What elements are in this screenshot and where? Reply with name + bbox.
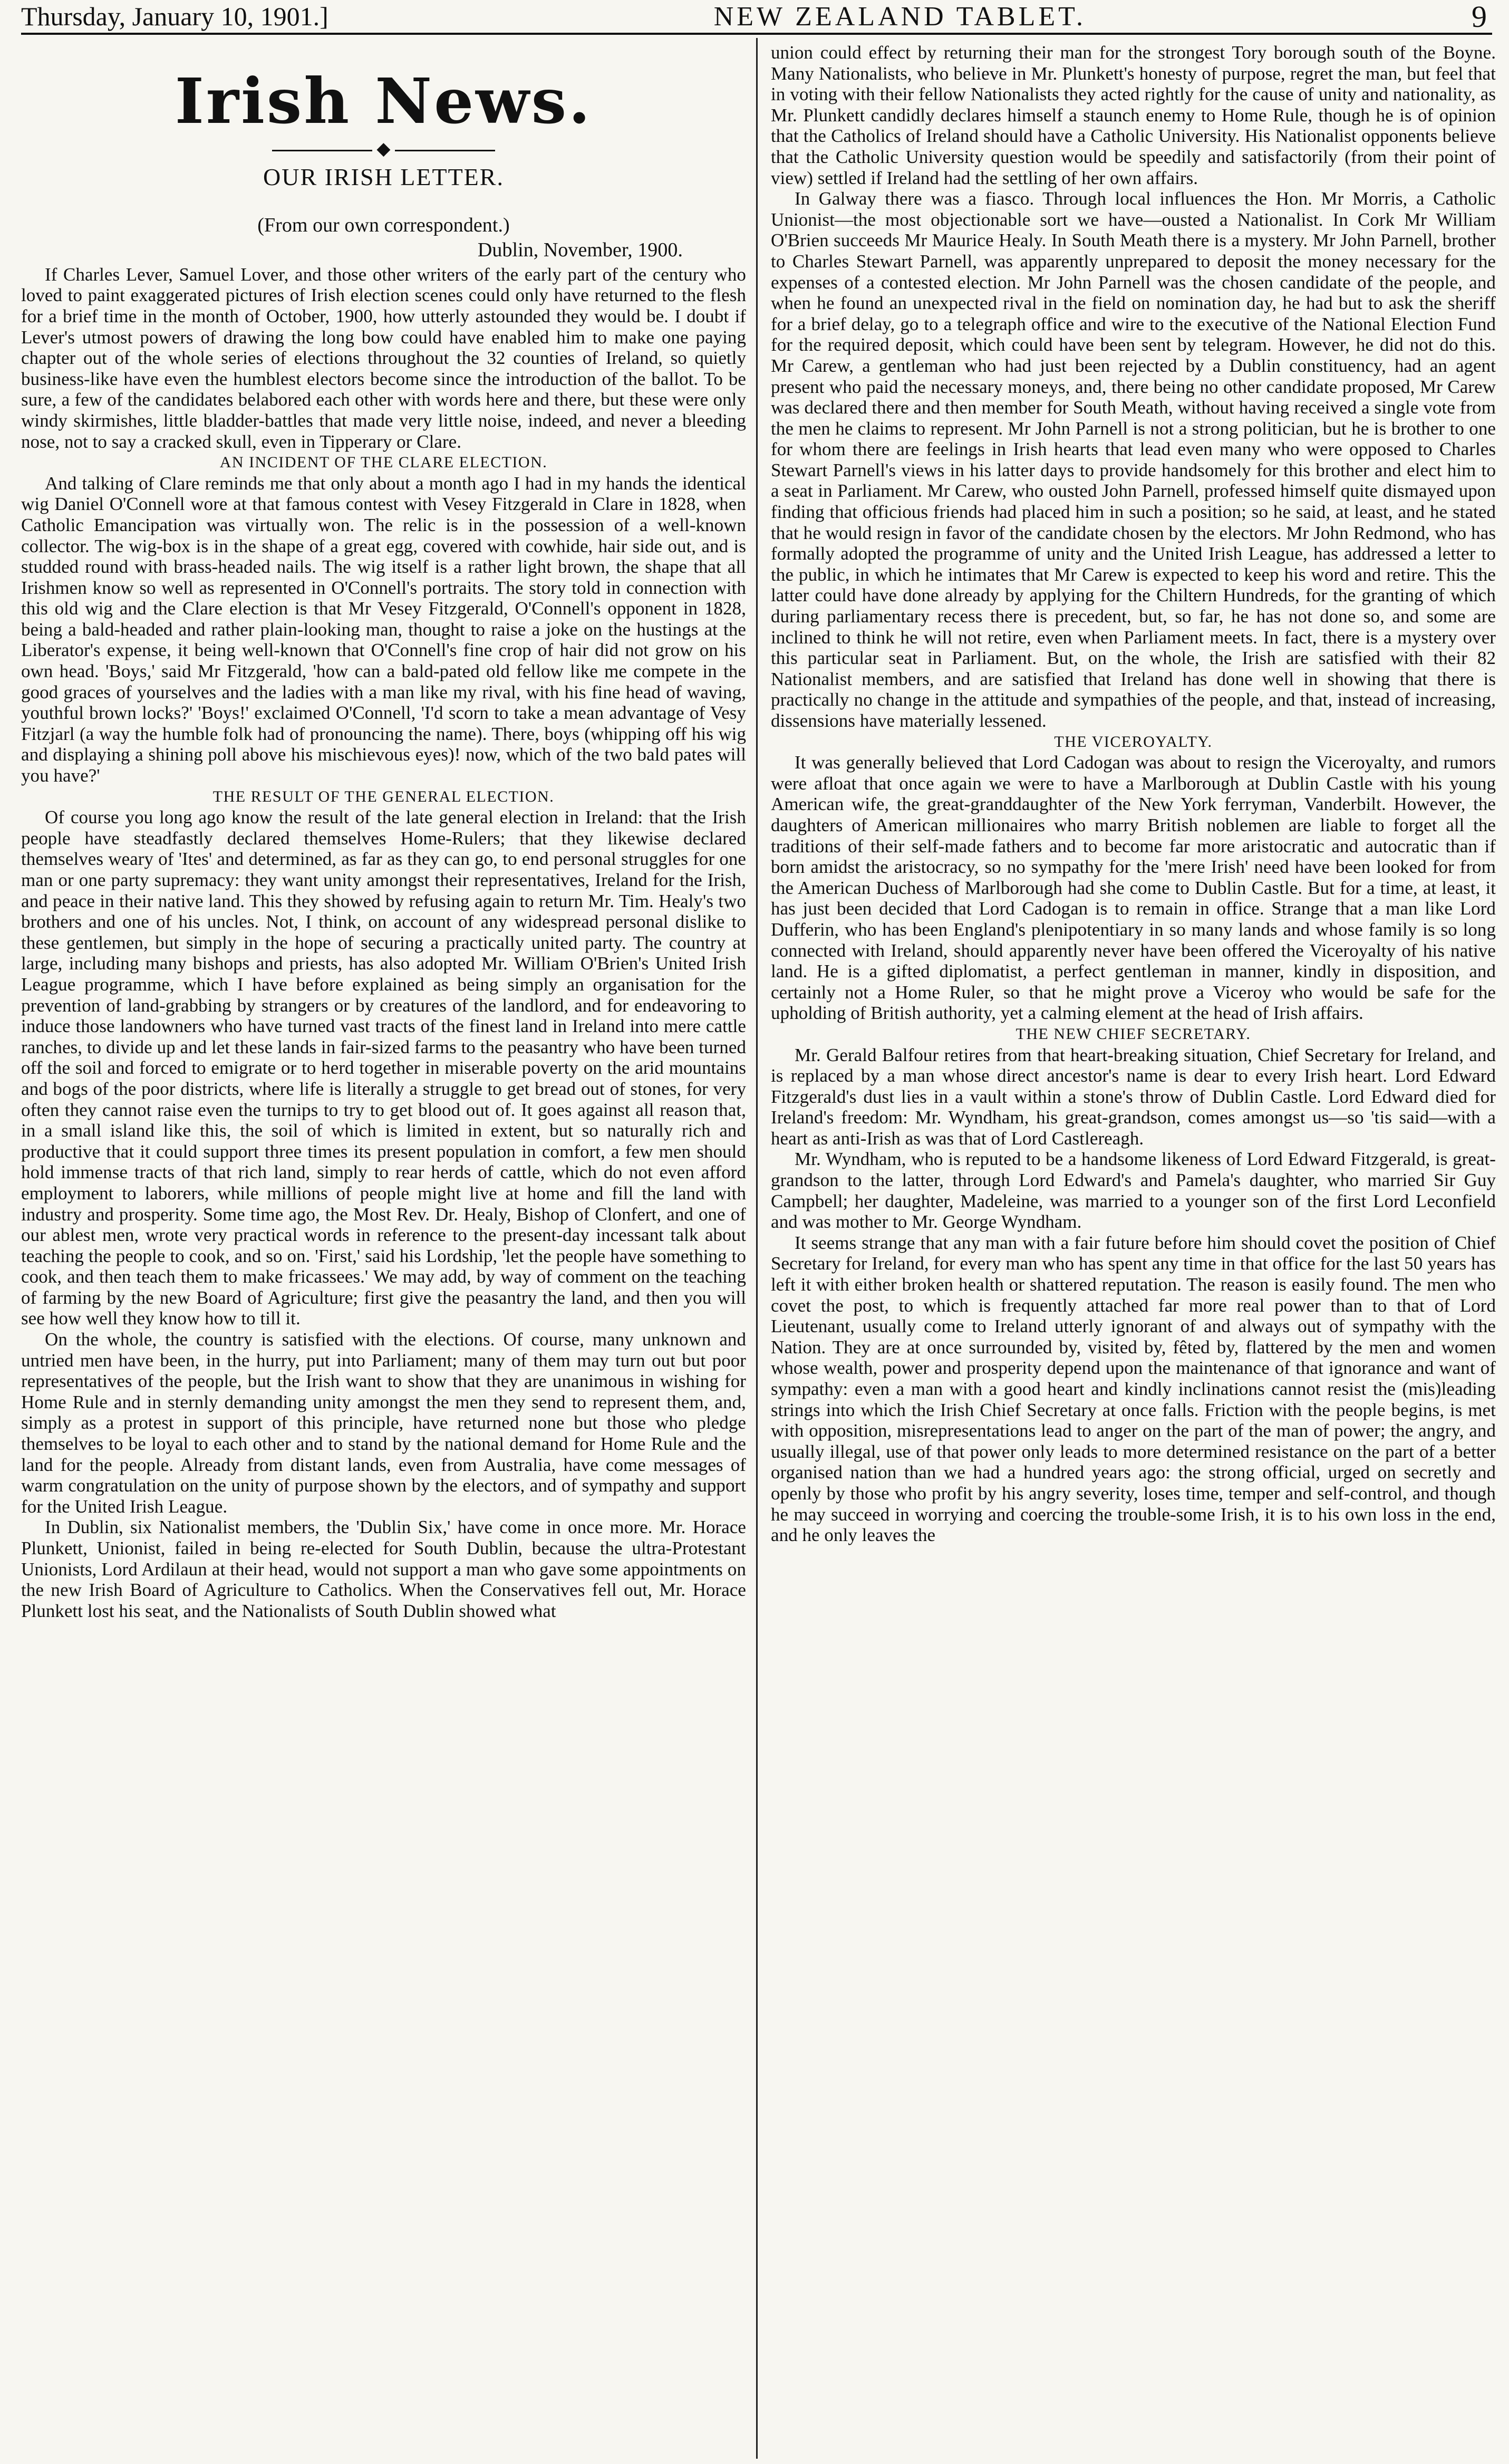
ornament-divider: ◆ xyxy=(21,140,746,158)
paragraph: If Charles Lever, Samuel Lover, and those other writers of the early part of the century who loved to paint exaggerated pictures of Irish election scenes could only have returned to the flesh for a brief time in the month of October, 1900, how utterly astounded they would be. I doubt if Lever's utmost powers of drawing the long bow could have enabled him to make one paying chapter out of the whole series of elections throughout the 32 counties of Ireland, so quietly business-like have even the humblest electors become since the introduction of the ballot. To be sure, a few of the candidates belabored each other with words here and there, but these were only windy skirmishes, little bladder-battles that made very little noise, indeed, and never a bleeding nose, not to say a cracked skull, even in Tipperary or Clare. xyxy=(21,264,746,452)
header-title: NEW ZEALAND TABLET. xyxy=(713,1,1087,32)
article-title: OUR IRISH LETTER. xyxy=(263,163,504,190)
right-column xyxy=(771,42,1496,1546)
section-heading: AN INCIDENT OF THE CLARE ELECTION. xyxy=(219,454,548,471)
paragraph: Mr. Wyndham, who is reputed to be a handsome likeness of Lord Edward Fitzgerald, is great-grandson to the latter, through Lord Edward's and Pamela's daughter, who married Sir Guy Campbell; her daughter, Madeleine, was married to a younger son of the first Lord Leconfield and was mother to Mr. George Wyndham. xyxy=(771,1149,1496,1233)
section-heading: THE NEW CHIEF SECRETARY. xyxy=(1015,1025,1251,1043)
header-date: Thursday, January 10, 1901.] xyxy=(21,2,328,31)
dateline: Dublin, November, 1900. xyxy=(477,239,683,262)
section-heading: THE VICEROYALTY. xyxy=(1054,733,1213,750)
paragraph: It was generally believed that Lord Cadogan was about to resign the Viceroyalty, and rumors were afloat that once again we were to have a Marlborough at Dublin Castle with his young American wife, the great-granddaughter of the New York ferryman, Vanderbilt. However, the daughters of American millionaires who marry British noblemen are liable to forget all the traditions of their self-made fathers and to become far more aristocratic and autocratic than if born amidst the aristocracy, so no sympathy for the 'mere Irish' need have been looked for from the American Duchess of Marlborough had she come to Dublin Castle. But for a time, at least, it has just been decided that Lord Cadogan is to remain in office. Strange that a man like Lord Dufferin, who has been England's plenipotentiary in so many lands and whose family is so long connected with Ireland, should apparently never have been offered the Viceroyalty of his native land. He is a gifted diplomatist, a perfect gentleman in manner, kindly in disposition, and certainly not a Home Ruler, so that he might prove a Viceroy who would be safe for the upholding of British authority, yet a calming element at the head of Irish affairs. xyxy=(771,752,1496,1024)
page-number: 9 xyxy=(1471,0,1487,34)
page-header xyxy=(21,0,1492,35)
byline: (From our own correspondent.) xyxy=(257,214,510,236)
left-column xyxy=(21,42,746,1621)
paragraph: In Dublin, six Nationalist members, the 'Dublin Six,' have come in once more. Mr. Horace Plunkett, Unionist, failed in being re-elected for South Dublin, because the ultra-Protestant Unionists, Lord Ardilaun at their head, would not support a man who gave some appointments on the new Irish Board of Agriculture to Catholics. When the Conservatives fell out, Mr. Horace Plunkett lost his seat, and the Nationalists of South Dublin showed what xyxy=(21,1517,746,1621)
paragraph: In Galway there was a fiasco. Through local influences the Hon. Mr Morris, a Catholic Unionist—the most objectionable sort we have—ousted a Nationalist. In Cork Mr William O'Brien succeeds Mr Maurice Healy. In South Meath there is a mystery. Mr John Parnell, brother to Charles Stewart Parnell, was apparently unprepared to deposit the money necessary for the expenses of a contested election. Mr John Parnell was the chosen candidate of the people, and when he found an unexpected rival in the field on nomination day, he had but to ask the sheriff for a brief delay, go to a telegraph office and wire to the executive of the National Election Fund for the required deposit, which could have been sent by telegram. However, he did not do this. Mr Carew, a gentleman who had just been rejected by a Dublin constituency, had an agent present who paid the necessary moneys, and, there being no other candidate proposed, Mr Carew was declared there and then member for South Meath, without having received a single vote from the men he claims to represent. Mr John Parnell is not a strong politician, but he is brother to one for whom there are feelings in Irish hearts that lead even many who were opposed to Charles Stewart Parnell's views in his latter days to provide handsomely for this brother and elect him to a seat in Parliament. Mr Carew, who ousted John Parnell, professed himself quite dismayed upon finding that officious friends had placed him in such a position; so he said, at least, and he stated that he would resign in favor of the candidate chosen by the electors. Mr John Redmond, who has formally adopted the programme of unity and the United Irish League, has addressed a letter to the public, in which he intimates that Mr Carew is expected to keep his word and retire. This the latter could have done already by applying for the Chiltern Hundreds, for the granting of which during parliamentary recess there is precedent, but, so far, he has not done so, and some are inclined to think he will not retire, even when Parliament meets. In fact, there is a mystery over this particular seat in Parliament. But, on the whole, the Irish are satisfied with their 82 Nationalist members, and are satisfied that Ireland has done well in showing that there is practically no change in the attitude and sympathies of the people, and that, instead of increasing, dissensions have materially lessened. xyxy=(771,188,1496,731)
column-divider xyxy=(756,38,758,2459)
section-masthead: Irish News. xyxy=(175,64,593,138)
paragraph: On the whole, the country is satisfied with the elections. Of course, many unknown and untried men have been, in the hurry, put into Parliament; many of them may turn out but poor representatives of the people, but the Irish want to show that they are unanimous in wishing for Home Rule and in sternly demanding unity amongst the men they send to represent them, and, simply as a protest in support of this principle, have returned none but those who pledge themselves to be loyal to each other and to stand by the national demand for Home Rule and the land for the people. Already from distant lands, even from Australia, have come messages of warm congratulation on the unity of purpose shown by the electors, and of sympathy and support for the United Irish League. xyxy=(21,1329,746,1517)
paragraph: union could effect by returning their man for the strongest Tory borough south of the Boyne. Many Nationalists, who believe in Mr. Plunkett's honesty of purpose, regret the man, but feel that in voting with their fellow Nationalists they acted rightly for the cause of unity and nationality, as Mr. Plunkett candidly declares himself a staunch enemy to Home Rule, though he is of opinion that the Catholics of Ireland should have a Catholic University. His Nationalist opponents believe that the Catholic University question would be speedily and satisfactorily (from their point of view) settled if Ireland had the settling of her own affairs. xyxy=(771,42,1496,188)
paragraph: Mr. Gerald Balfour retires from that heart-breaking situation, Chief Secretary for Ireland, and is replaced by a man whose direct ancestor's name is dear to every Irish heart. Lord Edward Fitzgerald's dust lies in a vault within a stone's throw of Dublin Castle. Lord Edward died for Ireland's freedom: Mr. Wyndham, his great-grandson, comes amongst us—so 'tis said—with a heart as anti-Irish as was that of Lord Castlereagh. xyxy=(771,1044,1496,1149)
paragraph: And talking of Clare reminds me that only about a month ago I had in my hands the identical wig Daniel O'Connell wore at that famous contest with Vesey Fitzgerald in Clare in 1828, when Catholic Emancipation was virtually won. The relic is in the possession of a well-known collector. The wig-box is in the shape of a great egg, covered with cowhide, hair side out, and is studded round with brass-headed nails. The wig itself is a rather light brown, the shape that all Irishmen know so well as represented in O'Connell's portraits. The story told in connection with this old wig and the Clare election is that Mr Vesey Fitzgerald, O'Connell's opponent in 1828, being a bald-headed and rather plain-looking man, thought to raise a joke on the hustings at the Liberator's expense, it being well-known that O'Connell's fine crop of hair did not grow on his own head. 'Boys,' said Mr Fitzgerald, 'how can a bald-pated old fellow like me compete in the good graces of yourselves and the ladies with a man like my rival, with his fine head of waving, youthful brown locks?' 'Boys!' exclaimed O'Connell, 'I'd scorn to take a mean advantage of Vesy Fitzjarl (a way the humble folk had of pronouncing the name). There, boys (whipping off his wig and displaying a shining poll above his mischievous eyes)! now, which of the two bald pates will you have?' xyxy=(21,473,746,786)
paragraph: Of course you long ago know the result of the late general election in Ireland: that the Irish people have steadfastly declared themselves Home-Rulers; that they likewise declared themselves weary of 'Ites' and determined, as far as they can go, to end personal struggles for one man or one party supremacy: they want unity amongst their representatives, Ireland for the Irish, and peace in their native land. This they showed by refusing again to return Mr. Tim. Healy's two brothers and one of his uncles. Not, I think, on account of any widespread personal dislike to these gentlemen, but simply in the hope of securing a practically united party. The country at large, including many bishops and priests, has also adopted Mr. William O'Brien's United Irish League programme, which I have before explained as being simply an organisation for the prevention of land-grabbing by strangers or by creatures of the landlord, and for endeavoring to induce those landowners who have turned vast tracts of the finest land in Ireland into mere cattle ranches, to divide up and let these lands in fair-sized farms to the peasantry who have been turned off the soil and forced to emigrate or to herd together in miserable poverty on the arid mountains and bogs of the poor districts, where life is literally a struggle to get bread out of stones, for very often they cannot raise even the turnips to try to get blood out of. It goes against all reason that, in a small island like this, the soil of which is limited in extent, but so naturally rich and productive that it could support three times its present population in comfort, a few men should hold immense tracts of that rich land, simply to rear herds of cattle, which do not even afford employment to laborers, while millions of people might live at home and fill the land with industry and prosperity. Some time ago, the Most Rev. Dr. Healy, Bishop of Clonfert, and one of our ablest men, wrote very practical words in reference to the present-day incessant talk about teaching the people to cook, and so on. 'First,' said his Lordship, 'let the people have something to cook, and then teach them to make fricassees.' We may add, by way of comment on the teaching of farming by the new Board of Agriculture; first give the peasantry the land, and then you will see how well they know how to till it. xyxy=(21,807,746,1329)
section-heading: THE RESULT OF THE GENERAL ELECTION. xyxy=(212,787,555,805)
paragraph: It seems strange that any man with a fair future before him should covet the position of Chief Secretary for Ireland, for every man who has spent any time in that office for the last 50 years has left it with either broken health or shattered reputation. The reason is easily found. The men who covet the post, to which is frequently attached far more real power than to that of Lord Lieutenant, usually come to Ireland utterly ignorant of and always out of sympathy with the Nation. They are at once surrounded by, visited by, fêted by, flattered by the men and women whose wealth, power and prosperity depend upon the maintenance of that ignorance and want of sympathy: even a man with a good heart and kindly inclinations cannot resist the (mis)leading strings into which the Irish Chief Secretary at once falls. Friction with the people begins, is met with opposition, misrepresentations lead to anger on the part of the man of power; the angry, and usually illegal, use of that power only leads to more determined resistance on the part of a better organised nation than we had a hundred years ago: the strong official, urged on secretly and openly by those who profit by his angry severity, loses time, temper and self-control, and though he may succeed in worrying and coercing the trouble-some Irish, it is to his own loss in the end, and he only leaves the xyxy=(771,1232,1496,1546)
